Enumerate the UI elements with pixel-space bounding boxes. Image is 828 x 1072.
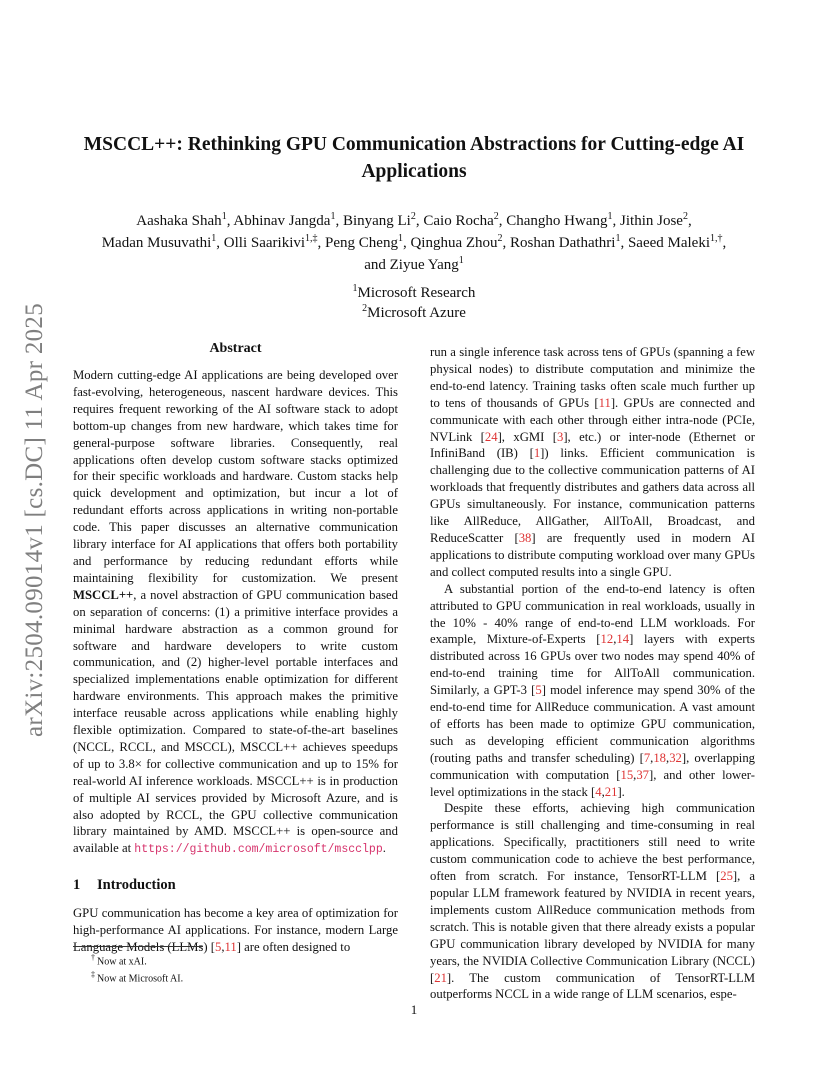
citation-link[interactable]: 15 (620, 767, 634, 782)
citation-link[interactable]: 14 (616, 632, 630, 647)
author-list: Aashaka Shah$^1$, Abhinav Jangda$^1$, Binyang Li$^2$, Caio Rocha$^2$, Changho Hwang$^1$, Jithin Jose$^2$, Madan Musuvathi$^1$, Olli Saarikivi$^{1,\ddagger}$, Peng Cheng$^1$, Qinghua Zhou$^2$, Roshan Dathathri$^1$, Saeed Maleki$^{1,\dagger}$, and Ziyue Yang$^1$ (101, 211, 727, 273)
author-affiliation-mark: 1 (615, 233, 621, 244)
citation-link[interactable]: 21 (434, 970, 447, 985)
affiliations (214, 283, 614, 323)
author-affiliation-mark: 2 (493, 211, 499, 222)
affiliation-name: Microsoft Research (357, 285, 476, 301)
citation-link[interactable]: 5 (535, 683, 542, 698)
author-affiliation-mark: 1 (211, 233, 217, 244)
arxiv-side-identifier: arXiv:2504.09014v1 [cs.DC] 11 Apr 2025 (21, 302, 48, 738)
right-column (430, 344, 755, 1003)
footnote-text: Now at Microsoft AI. (97, 973, 184, 985)
footnote (73, 968, 393, 985)
intro-paragraph-start: GPU communication has become a key area of optimization for high-performance AI applications. For instance, modern Large Language Models (LLMs) [5,11] are often designed to (73, 906, 398, 955)
author-affiliation-mark: 1 (397, 233, 403, 244)
intro-paragraph-2: A substantial portion of the end-to-end latency is often attributed to GPU communication in real workloads, usually in the 10% - 40% range of end-to-end LLM workloads. For example, Mixture-of-Experts [12,14] layers with experts distributed across 16 GPUs over two nodes may spend 40% of end-to-end training time for AllToAll communication. Similarly, a GPT-3 [5] model inference may spend 30% of the end-to-end time for AllReduce communication. A vast amount of efforts has been made to optimize GPU communication, such as developing efficient communication algorithms (routing paths and transfer scheduling) [7,18,32], overlapping communication with computation [15,37], and other lower-level optimizations in the stack [4,21]. (430, 581, 756, 799)
author-affiliation-mark: 2 (410, 211, 416, 222)
title-line-1: MSCCL++: Rethinking GPU Communication Abstractions for Cutting-edge AI (83, 134, 745, 155)
citation-link[interactable]: 21 (604, 784, 618, 799)
footnote-mark: † (91, 953, 97, 962)
citation-link[interactable]: 37 (636, 767, 650, 782)
author-affiliation-mark: 1,† (710, 233, 723, 244)
github-url-link[interactable]: https://github.com/microsoft/mscclpp (134, 843, 383, 857)
abstract-bold-name: MSCCL++ (73, 587, 134, 602)
citation-link[interactable]: 11 (224, 940, 237, 955)
author: Changho Hwang (506, 213, 608, 229)
author-affiliation-mark: 1 (458, 255, 464, 266)
author: Saeed Maleki (627, 235, 711, 251)
affiliation-mark: 1 (352, 283, 358, 294)
section-heading-introduction (73, 876, 398, 894)
citation-link[interactable]: 24 (484, 429, 498, 444)
citation-link[interactable]: 4 (595, 784, 602, 799)
author: Caio Rocha (423, 213, 494, 229)
author: and Ziyue Yang (364, 257, 459, 273)
author: Jithin Jose (620, 213, 683, 229)
footnote-divider (73, 946, 203, 947)
citation-link[interactable]: 32 (669, 750, 682, 765)
author: Qinghua Zhou (410, 235, 498, 251)
author-affiliation-mark: 1 (330, 211, 336, 222)
author-affiliation-mark: 1 (607, 211, 613, 222)
author: Abhinav Jangda (233, 213, 331, 229)
intro-paragraph-1-cont: run a single inference task across tens of GPUs (spanning a few physical nodes) to distribute computation and minimize the end-to-end latency. Training tasks often scale much further up to tens of thousands of GPUs [11]. GPUs are connected and communicate with each other through either intra-node (PCIe, NVLink [24], xGMI [3], etc.) or inter-node (Ethernet or InfiniBand (IB) [1]) links. Efficient communication is challenging due to the collective communication patterns of AI workloads that frequently distributes and gathers data across all GPUs simultaneously. For instance, communication patterns like AllReduce, AllGather, AllToAll, Broadcast, and ReduceScatter [38] are frequently used in modern AI applications to distribute computing workload over many GPUs and collect computed results into a single GPU. (430, 345, 756, 579)
citation-link[interactable]: 38 (518, 530, 532, 545)
author: Roshan Dathathri (510, 235, 616, 251)
author-affiliation-mark: 2 (497, 233, 503, 244)
citation-link[interactable]: 25 (720, 869, 733, 884)
citation-link[interactable]: 7 (643, 750, 651, 765)
author: Olli Saarikivi (223, 235, 306, 251)
affiliation (214, 303, 614, 323)
section-heading-text: Introduction (97, 877, 176, 894)
footnote-mark: ‡ (91, 970, 97, 980)
footnote-text: Now at xAI. (97, 956, 147, 968)
citation-link[interactable]: 1 (533, 446, 541, 461)
citation-link[interactable]: 5 (215, 940, 222, 955)
citation-link[interactable]: 3 (556, 429, 564, 444)
author-affiliation-mark: 1 (221, 211, 227, 222)
author: Aashaka Shah (136, 213, 222, 229)
affiliation (214, 283, 614, 303)
citation-link[interactable]: 11 (598, 395, 611, 410)
citation-link[interactable]: 18 (653, 750, 667, 765)
footnote (73, 951, 393, 968)
author: Binyang Li (342, 213, 411, 229)
affiliation-mark: 2 (362, 303, 368, 314)
author-affiliation-mark: 2 (682, 211, 688, 222)
paper-title (70, 131, 758, 185)
footnotes (73, 951, 393, 986)
section-number: 1 (73, 877, 81, 894)
author-affiliation-mark: 1,‡ (305, 233, 318, 244)
abstract-text: Modern cutting-edge AI applications are being developed over fast-evolving, heterogeneous, nascent hardware devices. This requires frequent reworking of the AI software stack to adopt bottom-up changes from new hardware, which takes time for general-purpose software libraries. Consequently, real applications often develop custom software stacks optimized for their specific workloads and hardware. Custom stacks help quick development and optimization, but incur a lot of redundant efforts across applications in writing non-portable code. This paper discusses an alternative communication library interface for AI applications that offers both portability and performance by reducing redundant efforts while maintaining flexibility for customization. We present MSCCL++, a novel abstraction of GPU communication based on separation of concerns: (1) a primitive interface provides a minimal hardware abstraction as a common ground for software and hardware developers to write custom communication, and (2) higher-level portable interfaces and specialized implementations enable optimization for different hardware environments. This approach makes the primitive interface reusable across applications while enabling highly flexible optimization. Compared to state-of-the-art baselines (NCCL, RCCL, and MSCCL), MSCCL++ achieves speedups of up to 3.8× for collective communication and up to 15% for real-world AI inference workloads. MSCCL++ is in production of multiple AI services provided by Microsoft Azure, and is also adopted by RCCL, the GPU collective communication library maintained by AMD. MSCCL++ is open-source and available at https://github.com/microsoft/mscclpp. (73, 368, 398, 857)
abstract-heading: Abstract (209, 341, 262, 356)
page-number: 1 (410, 1002, 418, 1017)
left-column (73, 340, 398, 956)
title-line-2: Applications (361, 161, 467, 182)
citation-link[interactable]: 12 (600, 632, 614, 647)
author: Peng Cheng (325, 235, 398, 251)
affiliation-name: Microsoft Azure (367, 305, 466, 321)
intro-paragraph-3: Despite these efforts, achieving high communication performance is still challenging and time-consuming in real applications. Specifically, practitioners still need to write custom communication code to achieve the best performance, often from scratch. For instance, TensorRT-LLM [25], a popular LLM framework featured by NVIDIA in recent years, implements custom AllReduce communication methods from scratch. This is notable given that there already exists a popular GPU communication library developed by NVIDIA for many years, the NVIDIA Collective Communication Library (NCCL) [21]. The custom communication of TensorRT-LLM outperforms NCCL in a wide range of LLM scenarios, espe- (430, 801, 755, 1002)
author: Madan Musuvathi (101, 235, 212, 251)
